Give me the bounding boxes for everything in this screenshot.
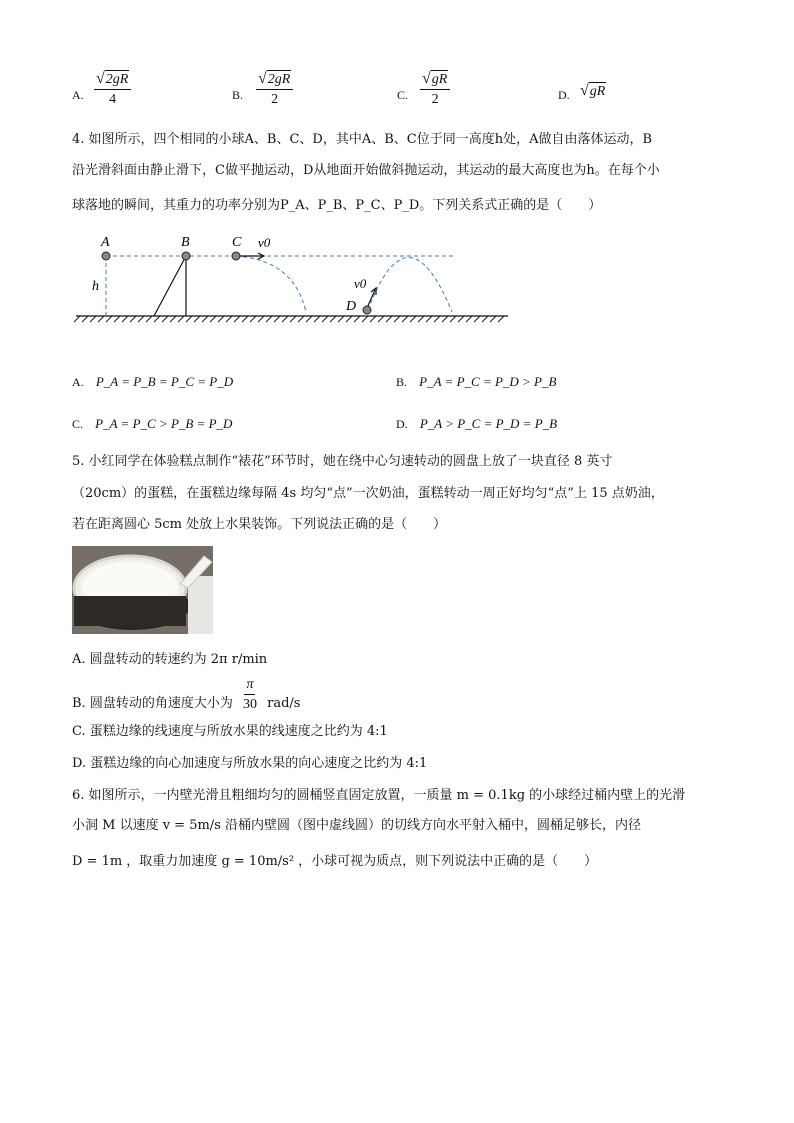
q4-option-a-label: A. (72, 375, 84, 389)
q4-option-a (72, 374, 233, 390)
q5-option-b-prefix: B. 圆盘转动的角速度大小为 (72, 696, 233, 711)
q4-option-d (396, 416, 557, 432)
q4-option-b-label: B. (396, 375, 408, 389)
q5-line-2: （20cm）的蛋糕，在蛋糕边缘每隔 4s 均匀“点”一次奶油，蛋糕转动一周正好均匀“点”上 15 点奶油， (72, 486, 664, 501)
d-trajectory (368, 257, 452, 312)
label-v0-c: v0 (258, 235, 271, 250)
q4-option-b (396, 374, 556, 390)
q3-option-c-denominator: 2 (431, 92, 439, 107)
label-v0-d: v0 (354, 276, 367, 291)
q6-line-3: D = 1m ，取重力加速度 g = 10m/s² ，小球可视为质点，则下列说法中正确的是（ ） (72, 854, 598, 869)
q4-option-b-expr: P_A = P_C = P_D > P_B (419, 374, 557, 389)
cake-photo (72, 546, 213, 634)
q5-option-b-fraction (243, 676, 257, 715)
q3-option-a-label: A. (72, 88, 84, 102)
cake-illustration (72, 546, 213, 634)
q4-option-d-expr: P_A > P_C = P_D = P_B (419, 416, 558, 431)
q3-option-c-numerator: gR (431, 72, 448, 87)
q4-option-a-expr: P_A = P_B = P_C = P_D (95, 374, 234, 389)
q4-option-d-label: D. (396, 417, 408, 431)
q3-options-row (72, 70, 732, 120)
d-velocity-arrow (367, 290, 375, 308)
q4-line-3: 球落地的瞬间，其重力的功率分别为P_A、P_B、P_C、P_D。下列关系式正确的是（ ） (72, 198, 602, 213)
c-trajectory (236, 256, 306, 312)
q6-line-2: 小洞 M 以速度 v = 5m/s 沿桶内壁圆（图中虚线圆）的切线方向水平射入桶中，圆桶足够长，内径 (72, 818, 641, 833)
q3-option-d-label: D. (558, 88, 570, 102)
q6-line-1: 6. 如图所示，一内壁光滑且粗细均匀的圆桶竖直固定放置，一质量 m = 0.1kg 的小球经过桶内壁上的光滑 (72, 788, 686, 803)
q3-option-a-denominator: 4 (109, 92, 117, 107)
label-b: B (181, 235, 190, 250)
q5-option-b-unit: rad/s (267, 696, 301, 711)
q5-option-b-denominator: 30 (242, 697, 257, 712)
label-a: A (101, 235, 110, 250)
q5-option-b (72, 676, 300, 716)
q5-option-a: A. 圆盘转动的转速约为 2π r/min (72, 652, 268, 667)
ground-hatch (74, 316, 504, 322)
ball-a (102, 252, 110, 260)
q4-option-c-label: C. (72, 417, 84, 431)
incline-slope (154, 256, 186, 316)
q3-option-b-label: B. (232, 88, 244, 102)
q3-option-c-fraction: √ gR 2 (420, 70, 450, 110)
q5-line-1: 5. 小红同学在体验糕点制作“裱花”环节时，她在绕中心匀速转动的圆盘上放了一块直径 8 英寸 (72, 454, 613, 469)
q4-option-c (72, 416, 232, 432)
q3-option-b-denominator: 2 (271, 92, 279, 107)
q5-option-c: C. 蛋糕边缘的线速度与所放水果的线速度之比约为 4:1 (72, 724, 388, 739)
q3-option-b-fraction: √ 2gR 2 (256, 70, 293, 110)
ball-b (182, 252, 190, 260)
q4-line-1: 4. 如图所示，四个相同的小球A、B、C、D，其中A、B、C位于同一高度h处，A做自由落体运动，B (72, 132, 653, 147)
q3-option-a-fraction: √ 2gR 4 (94, 70, 131, 110)
q5-option-d: D. 蛋糕边缘的向心加速度与所放水果的向心速度之比约为 4:1 (72, 756, 428, 771)
ball-d (363, 306, 371, 314)
label-c: C (232, 235, 242, 250)
q4-figure (72, 232, 512, 327)
label-d: D (346, 299, 357, 314)
q3-option-d-expr: gR (589, 84, 606, 99)
ball-c (232, 252, 240, 260)
q3-option-a-numerator: 2gR (105, 72, 129, 87)
q3-option-c-label: C. (397, 88, 409, 102)
label-h: h (92, 279, 99, 294)
q5-option-b-numerator: π (244, 676, 255, 695)
q5-line-3: 若在距离圆心 5cm 处放上水果装饰。下列说法正确的是（ ） (72, 517, 447, 532)
q4-option-c-expr: P_A = P_C > P_B = P_D (95, 416, 233, 431)
q3-option-d-expr-wrap: √ gR (580, 82, 606, 99)
q3-option-b-numerator: 2gR (267, 72, 291, 87)
q4-line-2: 沿光滑斜面由静止滑下，C做平抛运动，D从地面开始做斜抛运动，其运动的最大高度也为h。在每个小 (72, 163, 660, 178)
